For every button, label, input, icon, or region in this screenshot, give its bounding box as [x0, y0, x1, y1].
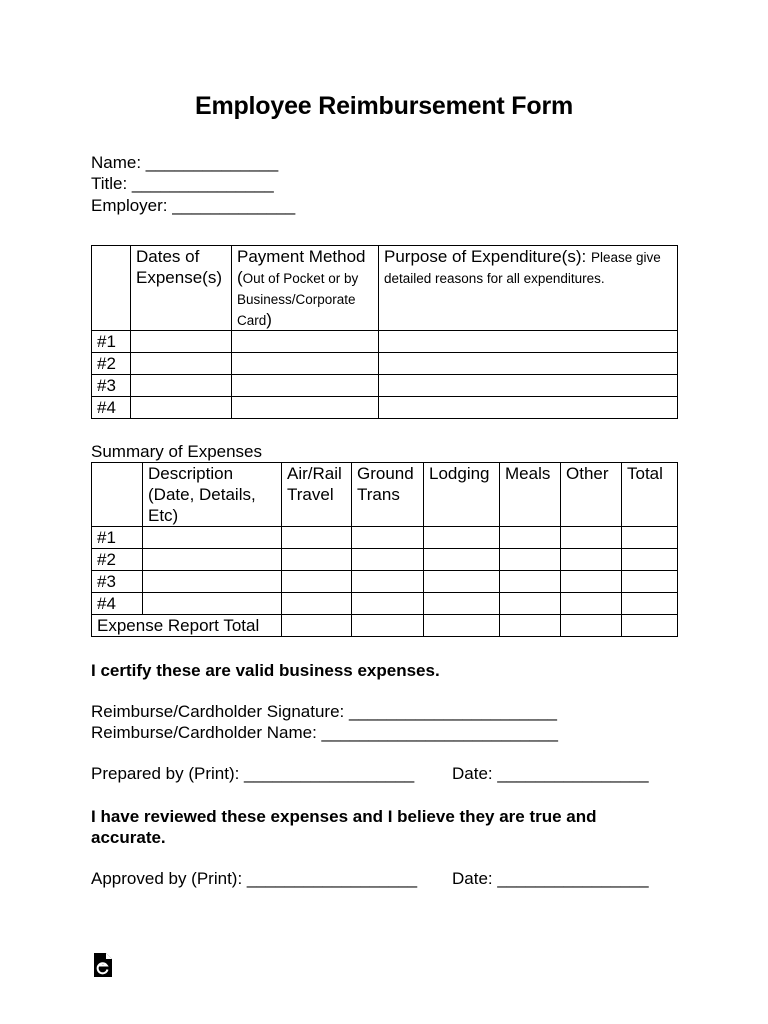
dates-cell[interactable]: [131, 397, 232, 419]
row-label: #2: [92, 549, 143, 571]
row-label: #1: [92, 331, 131, 353]
title-field[interactable]: Title: _______________: [91, 174, 274, 193]
lodging-cell[interactable]: [424, 593, 500, 615]
ground-total[interactable]: [352, 615, 424, 637]
description-cell[interactable]: [143, 527, 282, 549]
prepared-date-field[interactable]: Date: ________________: [452, 764, 649, 783]
certify-statement: I certify these are valid business expenses.: [91, 661, 440, 680]
table-row: [92, 571, 678, 593]
expense-report-total-label: Expense Report Total: [92, 615, 282, 637]
purpose-cell[interactable]: [379, 353, 678, 375]
payment-cell[interactable]: [232, 375, 379, 397]
expense-table-header: [92, 246, 678, 331]
approved-date-field[interactable]: Date: ________________: [452, 869, 649, 888]
purpose-cell[interactable]: [379, 397, 678, 419]
total-cell[interactable]: [622, 593, 678, 615]
header-blank: [92, 463, 143, 527]
header-description: Description (Date, Details, Etc): [143, 463, 282, 527]
table-row: [92, 593, 678, 615]
lodging-cell[interactable]: [424, 571, 500, 593]
air-rail-cell[interactable]: [282, 593, 352, 615]
row-label: #3: [92, 375, 131, 397]
row-label: #1: [92, 527, 143, 549]
header-purpose: [379, 246, 678, 331]
header-total: Total: [622, 463, 678, 527]
total-cell[interactable]: [622, 571, 678, 593]
row-label: #3: [92, 571, 143, 593]
total-cell[interactable]: [622, 549, 678, 571]
meals-cell[interactable]: [500, 549, 561, 571]
name-field[interactable]: Name: ______________: [91, 153, 279, 172]
lodging-total[interactable]: [424, 615, 500, 637]
header-payment-method: [232, 246, 379, 331]
air-rail-cell[interactable]: [282, 527, 352, 549]
table-row: [92, 527, 678, 549]
expense-table: [91, 245, 678, 419]
row-label: #4: [92, 397, 131, 419]
ground-cell[interactable]: [352, 593, 424, 615]
signature-field[interactable]: Reimburse/Cardholder Signature: ______________________: [91, 702, 557, 721]
air-rail-cell[interactable]: [282, 571, 352, 593]
description-cell[interactable]: [143, 571, 282, 593]
ground-cell[interactable]: [352, 571, 424, 593]
header-other: Other: [561, 463, 622, 527]
lodging-cell[interactable]: [424, 549, 500, 571]
dates-cell[interactable]: [131, 375, 232, 397]
eforms-logo-icon: [93, 952, 113, 978]
other-cell[interactable]: [561, 571, 622, 593]
table-total-row: [92, 615, 678, 637]
purpose-label: Purpose of Expenditure(s):: [384, 247, 587, 266]
lodging-cell[interactable]: [424, 527, 500, 549]
purpose-cell[interactable]: [379, 331, 678, 353]
table-row: [92, 331, 678, 353]
header-dates: Dates of Expense(s): [131, 246, 232, 331]
air-rail-total[interactable]: [282, 615, 352, 637]
approved-by-field[interactable]: Approved by (Print): __________________: [91, 869, 418, 888]
meals-cell[interactable]: [500, 527, 561, 549]
dates-cell[interactable]: [131, 331, 232, 353]
payment-cell[interactable]: [232, 397, 379, 419]
prepared-by-field[interactable]: Prepared by (Print): __________________: [91, 764, 415, 783]
review-statement: I have reviewed these expenses and I believe they are true and accurate.: [91, 807, 597, 847]
other-cell[interactable]: [561, 593, 622, 615]
meals-cell[interactable]: [500, 593, 561, 615]
purpose-note: Please give detailed reasons for all expenditures.: [384, 250, 661, 286]
ground-cell[interactable]: [352, 527, 424, 549]
row-label: #2: [92, 353, 131, 375]
payment-cell[interactable]: [232, 331, 379, 353]
ground-cell[interactable]: [352, 549, 424, 571]
table-row: [92, 549, 678, 571]
meals-cell[interactable]: [500, 571, 561, 593]
air-rail-cell[interactable]: [282, 549, 352, 571]
cardholder-name-field[interactable]: Reimburse/Cardholder Name: _________________________: [91, 723, 558, 742]
grand-total[interactable]: [622, 615, 678, 637]
summary-label: Summary of Expenses: [91, 442, 263, 461]
table-row: [92, 353, 678, 375]
table-row: [92, 397, 678, 419]
page-title: Employee Reimbursement Form: [194, 92, 574, 120]
header-air-rail: Air/Rail Travel: [282, 463, 352, 527]
purpose-cell[interactable]: [379, 375, 678, 397]
header-meals: Meals: [500, 463, 561, 527]
table-row: [92, 375, 678, 397]
payment-open-paren: (: [237, 268, 243, 287]
header-ground-trans: Ground Trans: [352, 463, 424, 527]
payment-method-label: Payment Method: [237, 247, 366, 266]
description-cell[interactable]: [143, 593, 282, 615]
other-cell[interactable]: [561, 549, 622, 571]
payment-close-paren: ): [266, 310, 272, 329]
employer-field[interactable]: Employer: _____________: [91, 196, 296, 215]
other-total[interactable]: [561, 615, 622, 637]
total-cell[interactable]: [622, 527, 678, 549]
payment-cell[interactable]: [232, 353, 379, 375]
other-cell[interactable]: [561, 527, 622, 549]
header-blank: [92, 246, 131, 331]
header-lodging: Lodging: [424, 463, 500, 527]
row-label: #4: [92, 593, 143, 615]
dates-cell[interactable]: [131, 353, 232, 375]
summary-table: [91, 462, 678, 637]
meals-total[interactable]: [500, 615, 561, 637]
description-cell[interactable]: [143, 549, 282, 571]
summary-table-header: [92, 463, 678, 527]
payment-method-note: Out of Pocket or by Business/Corporate Card: [237, 271, 359, 328]
